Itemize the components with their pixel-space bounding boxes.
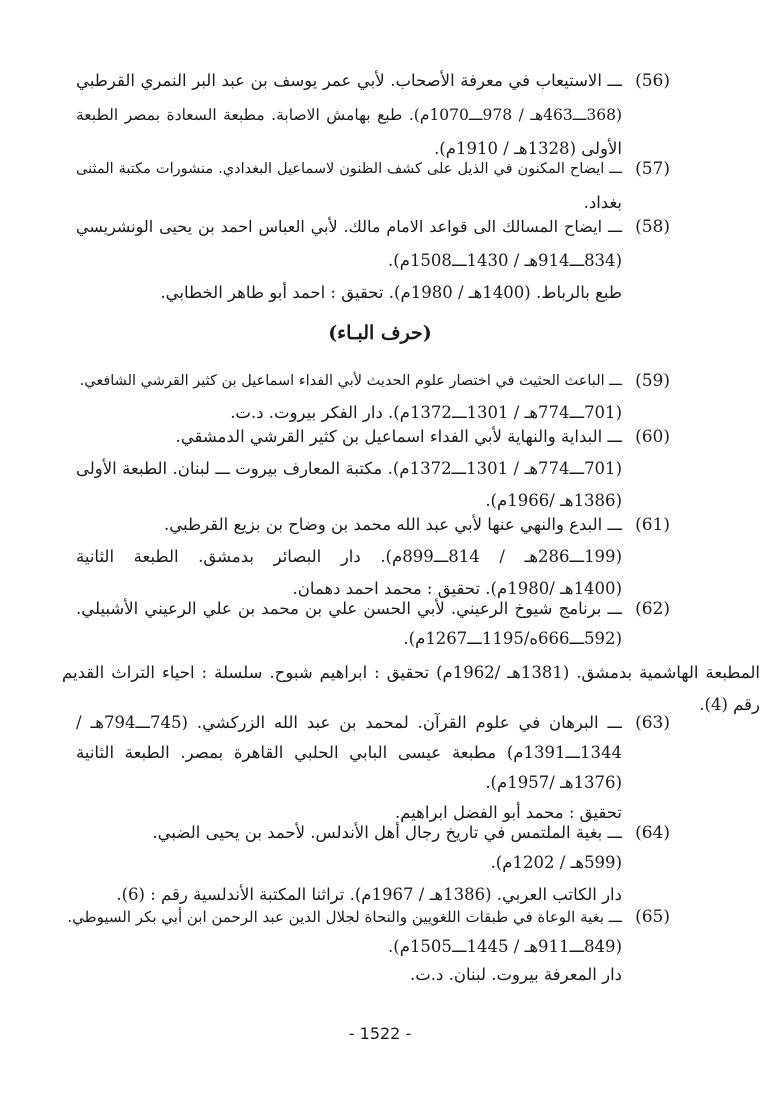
entry-line: (849ـــ911هـ / 1445ـــ1505م).	[388, 937, 622, 956]
entry-line: (701ـــ774هـ / 1301ـــ1372م). دار الفكر بيروت. د.ت.	[230, 403, 622, 422]
entry-number: (58)	[635, 217, 670, 237]
entry-number: (56)	[635, 71, 670, 91]
entry-number: (62)	[635, 599, 670, 619]
entry-number: (63)	[635, 713, 670, 733]
entry-number: (57)	[635, 159, 670, 179]
page-number: - 1522 -	[348, 1024, 412, 1043]
entry-line: (1376هـ /1957م).	[485, 773, 622, 792]
entry-line: ـــ برنامج شيوخ الرعيني. لأبي الحسن علي بن محمد بن علي الرعيني الأشبيلي.	[76, 599, 622, 618]
entry-line: ـــ البرهان في علوم القرآن. لمحمد بن عبد الله الزركشي. (745ـــ794هـ /	[76, 713, 623, 732]
entry-line: دار المعرفة بيروت. لبنان. د.ت.	[410, 965, 622, 984]
entry-line: (368ـــ463هـ / 978ـــ1070م). طبع بهامش الاصابة. مطبعة السعادة بمصر الطبعة	[76, 106, 622, 124]
entry-line: ـــ ايضاح المسالك الى قواعد الامام مالك. لأبي العباس احمد بن يحيى الونشريسي	[76, 217, 622, 236]
entry-line: ـــ البدع والنهي عنها لأبي عبد الله محمد بن وضاح بن بزيع القرطبي.	[164, 515, 622, 534]
entry-line: رقم (4).	[699, 695, 760, 714]
entry-line: الأولى (1328هـ / 1910م).	[434, 139, 622, 158]
entry-number: (64)	[635, 823, 670, 843]
entry-line: بغداد.	[583, 193, 622, 212]
entry-line: ـــ الباعث الحثيث في اختصار علوم الحديث لأبي الفداء اسماعيل بن كثير القرشي الشافعي.	[79, 373, 622, 389]
entry-line: تحقيق : محمد أبو الفضل ابراهيم.	[394, 803, 622, 822]
entry-line: (1386هـ /1966م).	[485, 491, 622, 510]
entry-line: (1400هـ /1980م). تحقيق : محمد احمد دهمان.	[292, 579, 622, 598]
entry-line: (592ـــ666ه/1195ـــ1267م).	[403, 629, 622, 648]
entry-line: ـــ بغية الوعاة في طبقات اللغويين والنحاة لجلال الدين عبد الرحمن ابن أبي بكر السيوطي.	[67, 908, 622, 926]
entry-line: (834ـــ914هـ / 1430ـــ1508م).	[388, 251, 622, 270]
entry-line: دار الكاتب العربي. (1386هـ / 1967م). تراثنا المكتبة الأندلسية رقم : (6).	[116, 885, 622, 904]
entry-line: ـــ بغية الملتمس في تاريخ رجال أهل الأندلس. لأحمد بن يحيى الضبي.	[152, 823, 622, 842]
entry-line: ـــ ايضاح المكنون في الذيل على كشف الظنون لاسماعيل البغدادي. منشورات مكتبة المثنى	[76, 161, 622, 177]
entry-number: (59)	[635, 371, 670, 391]
section-heading: (حرف البـاء)	[328, 322, 432, 344]
entry-line: (199ـــ286هـ / 814ـــ899م). دار البصائر بدمشق. الطبعة الثانية	[76, 547, 622, 566]
entry-number: (61)	[635, 515, 670, 535]
entry-line: المطبعة الهاشمية بدمشق. (1381هـ /1962م) تحقيق : ابراهيم شبوح. سلسلة : احياء التراث القديم	[62, 663, 760, 682]
entry-line: ـــ الاستيعاب في معرفة الأصحاب. لأبي عمر يوسف بن عبد البر النمري القرطبي	[76, 71, 622, 90]
entry-line: (599هـ / 1202م).	[490, 853, 622, 872]
entry-line: 1344ـــ1391م) مطبعة عيسى البابي الحلبي القاهرة بمصر. الطبعة الثانية	[76, 743, 622, 762]
entry-line: ـــ البداية والنهاية لأبي الفداء اسماعيل بن كثير القرشي الدمشقي.	[175, 427, 622, 446]
entry-number: (65)	[635, 907, 670, 927]
entry-line: طبع بالرباط. (1400هـ / 1980م). تحقيق : احمد أبو طاهر الخطابي.	[160, 283, 622, 302]
entry-line: (701ـــ774هـ / 1301ـــ1372م). مكتبة المعارف بيروت ـــ لبنان. الطبعة الأولى	[76, 459, 622, 478]
entry-number: (60)	[635, 427, 670, 447]
